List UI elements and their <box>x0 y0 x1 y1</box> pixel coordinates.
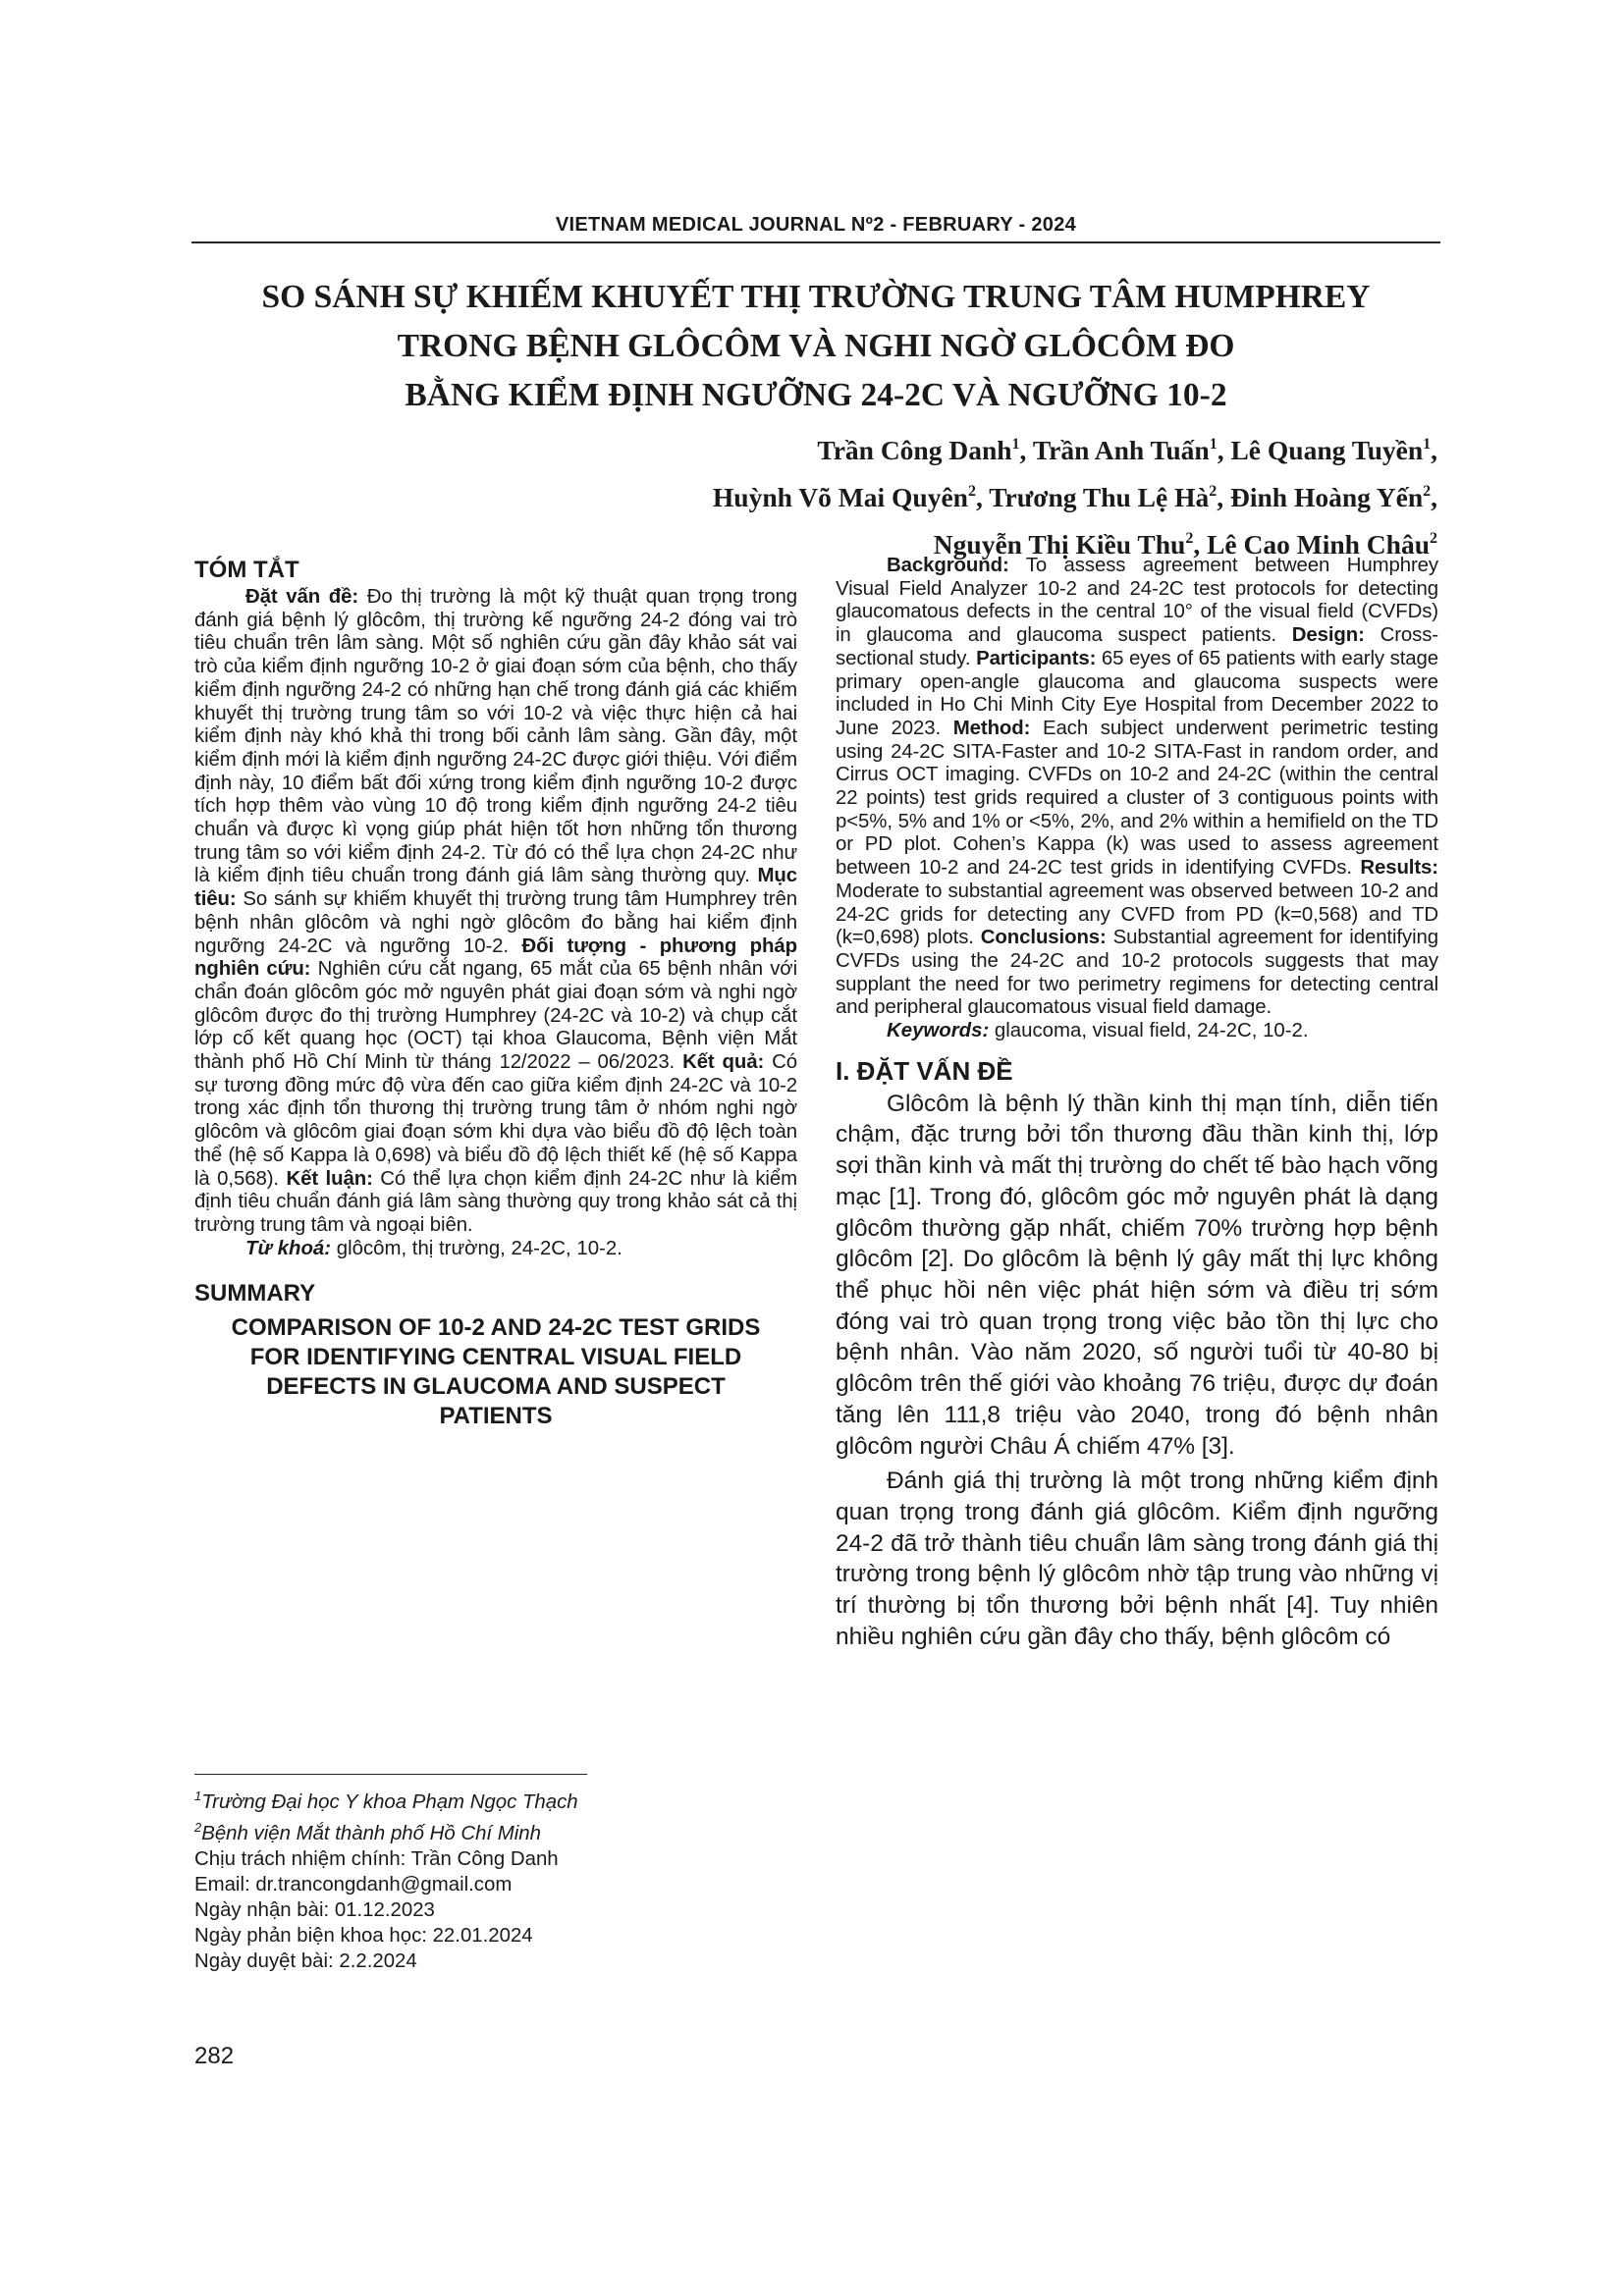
author-name: Trần Công Danh <box>817 435 1012 466</box>
keywords-text: glaucoma, visual field, 24-2C, 10-2. <box>994 1020 1309 1042</box>
abstract-label: Kết quả: <box>682 1051 765 1074</box>
abstract-text: Moderate to substantial agreement was observed between 10-2 and 24-2C grids for detecting any CVFD from PD (k=0,568) and TD (k=0,698) plots. <box>836 880 1438 949</box>
title-line: TRONG BỆNH GLÔCÔM VÀ NGHI NGỜ GLÔCÔM ĐO <box>397 328 1235 364</box>
abstract-label: Đặt vấn đề: <box>245 586 359 608</box>
affiliation-mark: 2 <box>1430 530 1437 548</box>
affiliation-mark: 2 <box>967 483 976 501</box>
author-name: Nguyễn Thị Kiều Thu <box>933 529 1186 561</box>
body-paragraph: Đánh giá thị trường là một trong những kiểm định quan trọng trong đánh giá glôcôm. Kiểm định ngưỡng 24-2 đã trở thành tiêu chuẩn lâm sàng trong đánh giá thị trường trong bệnh lý glôcôm nhờ tập trung vào những vị trí thường bị tổn thương bởi bệnh nhất [4]. Tuy nhiên nhiều nghiên cứu gần đây cho thấy, bệnh glôcôm có <box>836 1468 1438 1650</box>
summary-title: COMPARISON OF 10-2 AND 24-2C TEST GRIDS FOR IDENTIFYING CENTRAL VISUAL FIELD DEFECTS IN GLAUCOMA AND SUSPECT PATIENTS <box>231 1314 761 1430</box>
header-rule <box>191 241 1440 243</box>
footnote-rule <box>194 1774 587 1775</box>
affiliation-1 <box>194 1784 685 1815</box>
affiliation-mark: 2 <box>1209 483 1218 501</box>
journal-header: VIETNAM MEDICAL JOURNAL Nº2 - FEBRUARY - 2024 <box>555 214 1077 236</box>
author-line: Nguyễn Thị Kiều Thu$^2$, Lê Cao Minh Châu$^2$ <box>933 529 1437 561</box>
body-paragraph: Glôcôm là bệnh lý thần kinh thị mạn tính, diễn tiến chậm, đặc trưng bởi tổn thương đầu thần kinh thị, lớp sợi thần kinh và mất thị trường do chết tế bào hạch võng mạc [1]. Trong đó, glôcôm góc mở nguyên phát là dạng glôcôm thường gặp nhất, chiếm 70% trường hợp bệnh glôcôm [2]. Do glôcôm là bệnh lý gây mất thị lực không thể phục hồi nên việc phát hiện sớm và điều trị sớm đóng vai trò quan trọng trong việc bảo tồn thị lực cho bệnh nhân. Vào năm 2020, số người tuổi từ 40-80 bị glôcôm trên thế giới vào khoảng 76 triệu, được dự đoán tăng lên 111,8 triệu vào 2040, trong đó bệnh nhân glôcôm người Châu Á chiếm 47% [3]. <box>836 1090 1438 1460</box>
section-heading: I. ĐẶT VẤN ĐỀ <box>836 1055 1013 1086</box>
affiliation-text: Trường Đại học Y khoa Phạm Ngọc Thạch <box>201 1790 578 1813</box>
abstract-label: Background: <box>887 555 1009 576</box>
abstract-text: Substantial agreement for identifying CVFDs using the 24-2C and 10-2 protocols suggests that may supplant the need for two perimetry regimens for detecting central and peripheral glaucomatous visual field damage. <box>836 927 1438 1019</box>
responsible-author: Chịu trách nhiệm chính: Trần Công Danh <box>194 1847 559 1870</box>
vietnamese-keywords <box>194 1238 797 1261</box>
affiliation-mark: 1 <box>1423 436 1432 453</box>
affiliation-mark: 1 <box>1209 436 1218 453</box>
page-number: 282 <box>194 2043 235 2069</box>
affiliation-2 <box>194 1815 685 1846</box>
author-line: Trần Công Danh$^1$, Trần Anh Tuấn$^1$, Lê Quang Tuyền$^1$, <box>817 435 1437 466</box>
keywords-text: glôcôm, thị trường, 24-2C, 10-2. <box>336 1237 623 1259</box>
affiliation-mark: 2 <box>194 1819 202 1835</box>
affiliation-mark: 2 <box>1423 483 1432 501</box>
author-name: Lê Cao Minh Châu <box>1207 529 1430 561</box>
abstract-text: Có sự tương đồng mức độ vừa đến cao giữa kiểm định 24-2C và 10-2 trong xác định tổn thương thị trường trung tâm ở nhóm nghi ngờ glôcôm và glôcôm giai đoạn sớm khi dựa vào biểu đồ độ lệch toàn thể (hệ số Kappa là 0,698) và biểu đồ độ lệch thiết kế (hệ số Kappa là 0,568). <box>194 1051 797 1190</box>
affiliation-mark: 1 <box>1011 436 1020 453</box>
footnotes <box>194 1784 685 1974</box>
affiliation-text: Bệnh viện Mắt thành phố Hồ Chí Minh <box>201 1822 541 1844</box>
abstract-label: Conclusions: <box>980 927 1107 949</box>
author-list <box>357 424 1437 565</box>
abstract-label: Mục tiêu: <box>194 865 797 911</box>
abstract-label: Kết luận: <box>286 1167 373 1190</box>
author-name: Trần Anh Tuấn <box>1032 435 1210 466</box>
keywords-label: Từ khoá: <box>245 1237 332 1259</box>
abstract-text: Đo thị trường là một kỹ thuật quan trọng trong đánh giá bệnh lý glôcôm, thị trường kế ngưỡng 24-2 đóng vai trò tiêu chuẩn trên lâm sàng. Một số nghiên cứu gần đây khảo sát vai trò của kiểm định ngưỡng 10-2 ở giai đoạn sớm của bệnh, cho thấy kiểm định ngưỡng 24-2 có những hạn chế trong đánh giá các khiếm khuyết thị trường trung tâm so với 10-2 và việc thực hiện cả hai kiểm định này khó khả thi trong bối cảnh lâm sàng. Gần đây, một kiểm định mới là kiểm định ngưỡng 24-2C được giới thiệu. Với điểm định này, 10 điểm bất đối xứng trong kiểm định ngưỡng 10-2 được tích hợp thêm vào vùng 10 độ trong kiểm định ngưỡng 24-2 tiêu chuẩn và được kì vọng giúp phát hiện tốt hơn những tổn thương trung tâm so với kiểm định 24-2. Từ đó có thể lựa chọn 24-2C như là kiểm định tiêu chuẩn trong đánh giá lâm sàng thường quy. <box>194 586 797 887</box>
summary-heading: SUMMARY <box>194 1280 316 1308</box>
right-column <box>836 555 1438 1652</box>
title-line: BẰNG KIỂM ĐỊNH NGƯỠNG 24-2C VÀ NGƯỠNG 10-2 <box>405 377 1227 413</box>
abstract-text: Có thể lựa chọn kiểm định 24-2C như là kiểm định tiêu chuẩn đánh giá lâm sàng thường quy trong khảo sát cả thị trường trung tâm và ngoại biên. <box>194 1167 797 1236</box>
english-keywords <box>836 1020 1438 1043</box>
affiliation-mark: 2 <box>1185 530 1194 548</box>
affiliation-mark: 1 <box>194 1789 202 1803</box>
left-column <box>194 555 797 1431</box>
abstract-label: Design: <box>1291 624 1365 647</box>
abstract-label: Method: <box>952 717 1031 739</box>
vietnamese-abstract <box>194 586 797 1238</box>
article-title <box>191 273 1440 420</box>
english-abstract <box>836 555 1438 1020</box>
abstract-label: Results: <box>1360 857 1438 880</box>
title-line: SO SÁNH SỰ KHIẾM KHUYẾT THỊ TRƯỜNG TRUNG TÂM HUMPHREY <box>261 279 1371 315</box>
abstract-text: Nghiên cứu cắt ngang, 65 mắt của 65 bệnh nhân với chẩn đoán glôcôm góc mở nguyên phát giai đoạn sớm và nghi ngờ glôcôm được đo thị trường Humphrey (24-2C và 10-2) và chụp cắt lớp cố kết quang học (OCT) tại khoa Glaucoma, Bệnh viện Mắt thành phố Hồ Chí Minh từ tháng 12/2022 – 06/2023. <box>194 958 797 1074</box>
abstract-text: Cross-sectional study. <box>836 624 1438 669</box>
author-name: Huỳnh Võ Mai Quyên <box>712 482 968 513</box>
author-name: Trương Thu Lệ Hà <box>989 482 1210 513</box>
keywords-label: Keywords: <box>887 1020 990 1042</box>
date-reviewed: Ngày phản biện khoa học: 22.01.2024 <box>194 1924 533 1947</box>
date-accepted: Ngày duyệt bài: 2.2.2024 <box>194 1949 417 1972</box>
abstract-text: So sánh sự khiếm khuyết thị trường trung tâm Humphrey trên bệnh nhân glôcôm và nghi ngờ glôcôm đo bằng hai kiểm định ngưỡng 24-2C và ngưỡng 10-2. <box>194 888 797 957</box>
abstract-text: To assess agreement between Humphrey Visual Field Analyzer 10-2 and 24-2C test protocols for detecting glaucomatous defects in the central 10° of the visual field (CVFDs) in glaucoma and glaucoma suspect patients. <box>836 555 1438 647</box>
author-line: Huỳnh Võ Mai Quyên$^2$, Trương Thu Lệ $Hà^2$, Đinh Hoàng Yến$^2$, <box>712 482 1437 513</box>
author-name: Lê Quang Tuyền <box>1230 435 1424 466</box>
author-name: Đinh Hoàng Yến <box>1230 482 1424 513</box>
abstract-text: Each subject underwent perimetric testing using 24-2C SITA-Faster and 10-2 SITA-Fast in random order, and Cirrus OCT imaging. CVFDs on 10-2 and 24-2C (within the central 22 points) test grids required a cluster of 3 contiguous points with p<5%, 5% and 1% or <5%, 2%, and 2% within a hemifield on the TD or PD plot. Cohen’s Kappa (k) was used to assess agreement between 10-2 and 24-2C test grids in identifying CVFDs. <box>836 717 1438 880</box>
tom-tat-heading: TÓM TẮT <box>194 557 299 583</box>
abstract-label: Participants: <box>976 647 1097 669</box>
abstract-label: Đối tượng - phương pháp nghiên cứu: <box>194 934 797 981</box>
contact-email: Email: dr.trancongdanh@gmail.com <box>194 1873 513 1896</box>
date-received: Ngày nhận bài: 01.12.2023 <box>194 1898 435 1921</box>
abstract-text: 65 eyes of 65 patients with early stage primary open-angle glaucoma and glaucoma suspects were included in Ho Chi Minh City Eye Hospital from December 2022 to June 2023. <box>836 647 1438 739</box>
